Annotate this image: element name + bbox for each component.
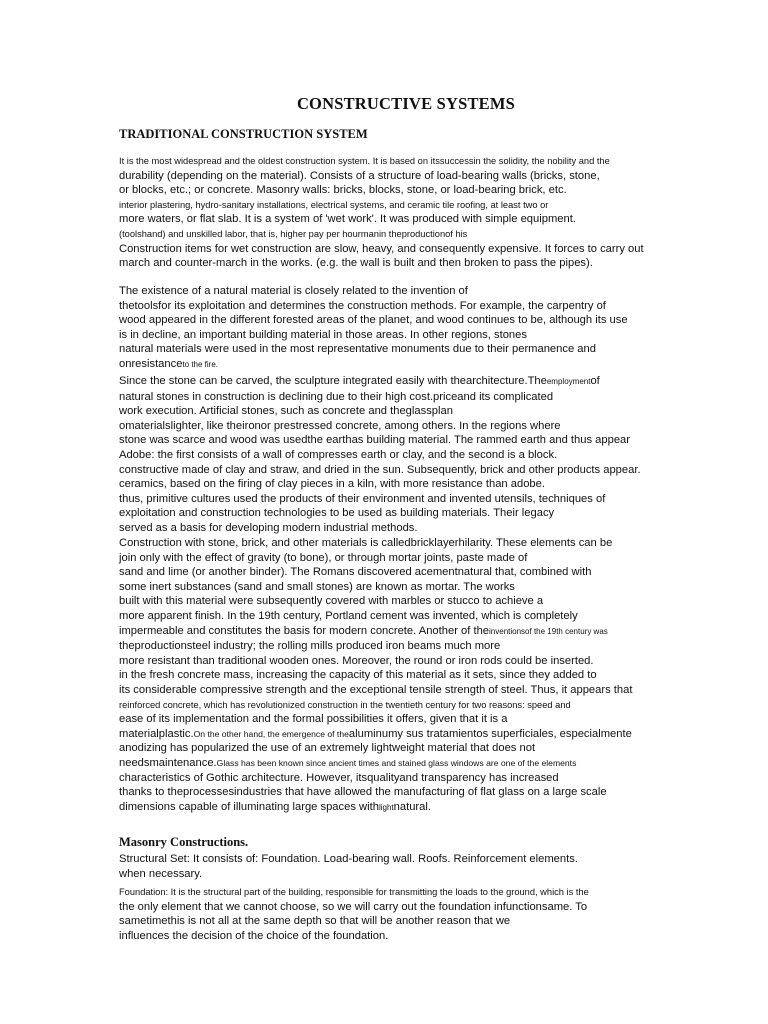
text-line: Construction items for wet construction are slow, heavy, and consequently expensive. It forces to carry out [119, 242, 644, 255]
text-line [119, 374, 679, 390]
text-line: theproductionsteel industry; the rolling mills produced iron beams much more [119, 640, 501, 653]
text-line: ease of its implementation and the formal possibilities it offers, given that it is a [119, 713, 508, 726]
paragraph-traditional-intro [119, 154, 679, 271]
text-line: or blocks, etc.; or concrete. Masonry walls: bricks, blocks, stone, or load-bearing brick, etc. [119, 184, 567, 197]
text-line: sametimethis is not all at the same depth so that will be another reason that we [119, 915, 511, 928]
text-run: impermeable and constitutes the basis for modern concrete. Another of the [119, 624, 490, 637]
text-run-small: On the other hand, the emergence of the [193, 728, 349, 739]
text-line: durability (depending on the material). Consists of a structure of load-bearing walls (bricks, stone, [119, 169, 600, 182]
paragraph-structural-set [119, 852, 679, 881]
text-line: when necessary. [119, 867, 203, 880]
text-line: constructive made of clay and straw, and dried in the sun. Subsequently, brick and other products appear. [119, 463, 641, 476]
text-line: characteristics of Gothic architecture. However, itsqualityand transparency has increased [119, 771, 559, 784]
text-line [119, 624, 679, 640]
text-run: aluminumy sus tratamientos superficiales, especialmente [348, 727, 632, 740]
text-line: omaterialslighter, like theironor prestressed concrete, among others. In the regions where [119, 419, 561, 432]
text-run: dimensions capable of illuminating large spaces with [119, 800, 379, 813]
text-line: Foundation: It is the structural part of the building, responsible for transmitting the loads to the ground, which is the [119, 887, 589, 897]
text-line [119, 357, 679, 373]
text-line: join only with the effect of gravity (to bone), or through mortar joints, paste made of [119, 551, 528, 564]
text-line: reinforced concrete, which has revolutionized construction in the twentieth century for two reasons: speed and [119, 699, 571, 710]
text-line: Adobe: the first consists of a wall of compresses earth or clay, and the second is a block. [119, 448, 558, 461]
section-heading-masonry: Masonry Constructions. [119, 835, 249, 849]
paragraph-natural-materials [119, 284, 679, 373]
text-line: stone was scarce and wood was usedthe earthas building material. The rammed earth and thus appear [119, 434, 630, 447]
text-line: march and counter-march in the works. (e.g. the wall is built and then broken to pass the pipes). [119, 257, 593, 270]
text-run-small: employment [546, 377, 591, 386]
text-line: in the fresh concrete mass, increasing the capacity of this material as it sets, since they added to [119, 669, 597, 682]
text-line [119, 727, 679, 742]
text-run: Since the stone can be carved, the sculpture integrated easily with thearchitecture.The [119, 375, 547, 387]
text-line: sand and lime (or another binder). The Romans discovered acementnatural that, combined with [119, 566, 592, 579]
text-line: served as a basis for developing modern industrial methods. [119, 521, 418, 534]
text-line: The existence of a natural material is closely related to the invention of [119, 285, 468, 297]
text-line: interior plastering, hydro-sanitary installations, electrical systems, and ceramic tile roofing, at least two or [119, 199, 549, 210]
paragraph-masonry-concrete [119, 536, 679, 815]
text-line: It is the most widespread and the oldest construction system. It is based on itssuccessin the solidity, the nobility and the [119, 156, 610, 166]
text-line: its considerable compressive strength and the exceptional tensile strength of steel. Thus, it appears that [119, 683, 633, 696]
text-line [119, 756, 679, 771]
text-line: influences the decision of the choice of the foundation. [119, 929, 389, 942]
text-run: needsmaintenance. [119, 756, 217, 769]
text-line: ceramics, based on the firing of clay pieces in a kiln, with more resistance than adobe. [119, 478, 545, 491]
text-run-small: light [378, 802, 394, 812]
text-line: the only element that we cannot choose, so we will carry out the foundation infunctionsame. To [119, 900, 588, 913]
text-line: natural materials were used in the most representative monuments due to their permanence and [119, 343, 596, 356]
text-line: built with this material were subsequently covered with marbles or stucco to achieve a [119, 595, 544, 608]
section-heading-traditional: TRADITIONAL CONSTRUCTION SYSTEM [119, 127, 368, 141]
text-line: natural stones in construction is declining due to their high cost.priceand its complicated [119, 390, 554, 403]
text-run-small: inventionsof the 19th century was [489, 626, 608, 636]
text-line: more resistant than traditional wooden ones. Moreover, the round or iron rods could be inserted. [119, 654, 594, 667]
text-line: Structural Set: It consists of: Foundation. Load-bearing wall. Roofs. Reinforcement elements. [119, 853, 578, 865]
text-run: materialplastic. [119, 727, 194, 740]
paragraph-foundation [119, 885, 679, 943]
text-line: more waters, or flat slab. It is a system of 'wet work'. It was produced with simple equipment. [119, 213, 576, 226]
text-run-small: to the fire. [182, 359, 219, 369]
text-line: (toolshand) and unskilled labor, that is, higher pay per hourmanin theproductionof his [119, 228, 468, 239]
text-line: thus, primitive cultures used the products of their environment and invented utensils, techniques of [119, 492, 606, 505]
text-line: some inert substances (sand and small stones) are known as mortar. The works [119, 580, 515, 593]
text-line: thetoolsfor its exploitation and determines the construction methods. For example, the carpentry of [119, 299, 606, 312]
text-line: anodizing has popularized the use of an extremely lightweight material that does not [119, 742, 536, 755]
text-run: of [590, 375, 600, 387]
text-line: Construction with stone, brick, and other materials is calledbricklayerhilarity. These elements can be [119, 537, 613, 549]
text-line: is in decline, an important building material in those areas. In other regions, stones [119, 328, 527, 341]
text-line: wood appeared in the different forested areas of the planet, and wood continues to be, although its use [119, 314, 628, 327]
text-line: more apparent finish. In the 19th century, Portland cement was invented, which is completely [119, 609, 578, 622]
text-line [119, 800, 679, 816]
text-run: onresistance [119, 357, 183, 370]
page-title: CONSTRUCTIVE SYSTEMS [296, 94, 516, 113]
text-run-small: Glass has been known since ancient times and stained glass windows are one of the elements [216, 757, 577, 768]
text-line: exploitation and construction technologies to be used as building materials. Their legacy [119, 507, 555, 520]
paragraph-stone [119, 374, 679, 536]
text-line: work execution. Artificial stones, such as concrete and theglassplan [119, 405, 453, 418]
text-line: thanks to theprocessesindustries that have allowed the manufacturing of flat glass on a large scale [119, 786, 607, 799]
text-run: natural. [393, 800, 431, 813]
